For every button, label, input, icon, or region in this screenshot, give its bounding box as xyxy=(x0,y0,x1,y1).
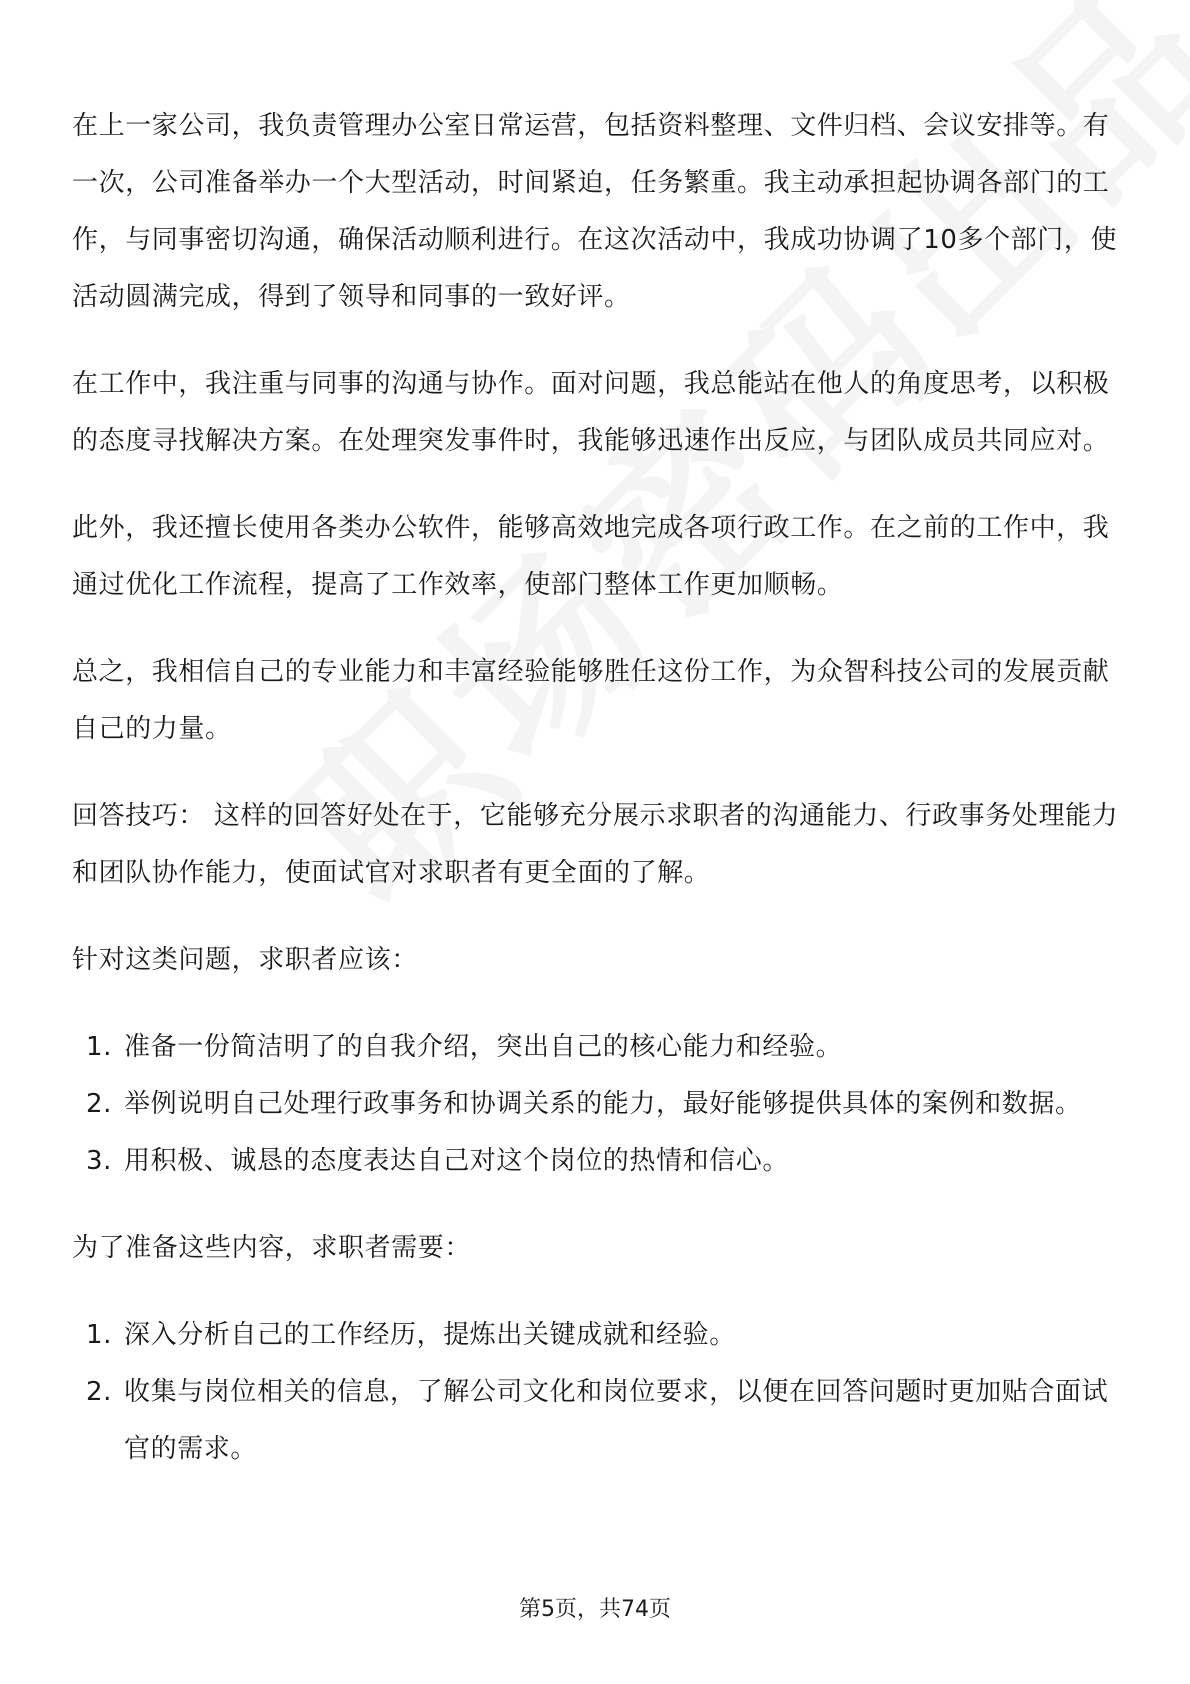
list-item-number: 1. xyxy=(86,1320,113,1350)
list-item-text: 收集与岗位相关的信息，了解公司文化和岗位要求，以便在回答问题时更加贴合面试官的需求。 xyxy=(124,1377,1109,1464)
paragraph-communication: 在工作中，我注重与同事的沟通与协作。面对问题，我总能站在他人的角度思考，以积极的态度寻找解决方案。在处理突发事件时，我能够迅速作出反应，与团队成员共同应对。 xyxy=(72,369,1110,456)
list-item-number: 1. xyxy=(86,1032,113,1062)
list-item-number: 3. xyxy=(86,1146,113,1176)
list-item xyxy=(72,1076,1127,1133)
paragraph-should-intro: 针对这类问题，求职者应该： xyxy=(72,945,418,975)
list-item-text: 举例说明自己处理行政事务和协调关系的能力，最好能够提供具体的案例和数据。 xyxy=(124,1089,1082,1119)
list-item-number: 2. xyxy=(86,1089,113,1119)
paragraph-software-skills: 此外，我还擅长使用各类办公软件，能够高效地完成各项行政工作。在之前的工作中，我通过优化工作流程，提高了工作效率，使部门整体工作更加顺畅。 xyxy=(72,513,1110,600)
paragraph-conclusion: 总之，我相信自己的专业能力和丰富经验能够胜任这份工作，为众智科技公司的发展贡献自己的力量。 xyxy=(72,657,1110,744)
paragraph-experience: 在上一家公司，我负责管理办公室日常运营，包括资料整理、文件归档、会议安排等。有一次，公司准备举办一个大型活动，时间紧迫，任务繁重。我主动承担起协调各部门的工作，与同事密切沟通，确保活动顺利进行。在这次活动中，我成功协调了10多个部门，使活动圆满完成，得到了领导和同事的一致好评。 xyxy=(72,111,1118,312)
page-number-footer: 第5页，共74页 xyxy=(519,1597,671,1622)
list-item-text: 深入分析自己的工作经历，提炼出关键成就和经验。 xyxy=(124,1320,736,1350)
list-item-number: 2. xyxy=(86,1377,113,1407)
list-item xyxy=(72,1364,1127,1478)
list-item xyxy=(72,1133,1127,1190)
list-item xyxy=(72,1307,1127,1364)
paragraph-preparation-intro: 为了准备这些内容，求职者需要： xyxy=(72,1233,472,1263)
preparation-list xyxy=(72,1307,1127,1478)
list-item-text: 准备一份简洁明了的自我介绍，突出自己的核心能力和经验。 xyxy=(124,1032,843,1062)
list-item xyxy=(72,1019,1127,1076)
page-content xyxy=(72,98,1127,1508)
paragraph-answer-tips: 回答技巧： 这样的回答好处在于，它能够充分展示求职者的沟通能力、行政事务处理能力和团队协作能力，使面试官对求职者有更全面的了解。 xyxy=(72,801,1119,888)
advice-list xyxy=(72,1019,1127,1190)
list-item-text: 用积极、诚恳的态度表达自己对这个岗位的热情和信心。 xyxy=(124,1146,790,1176)
